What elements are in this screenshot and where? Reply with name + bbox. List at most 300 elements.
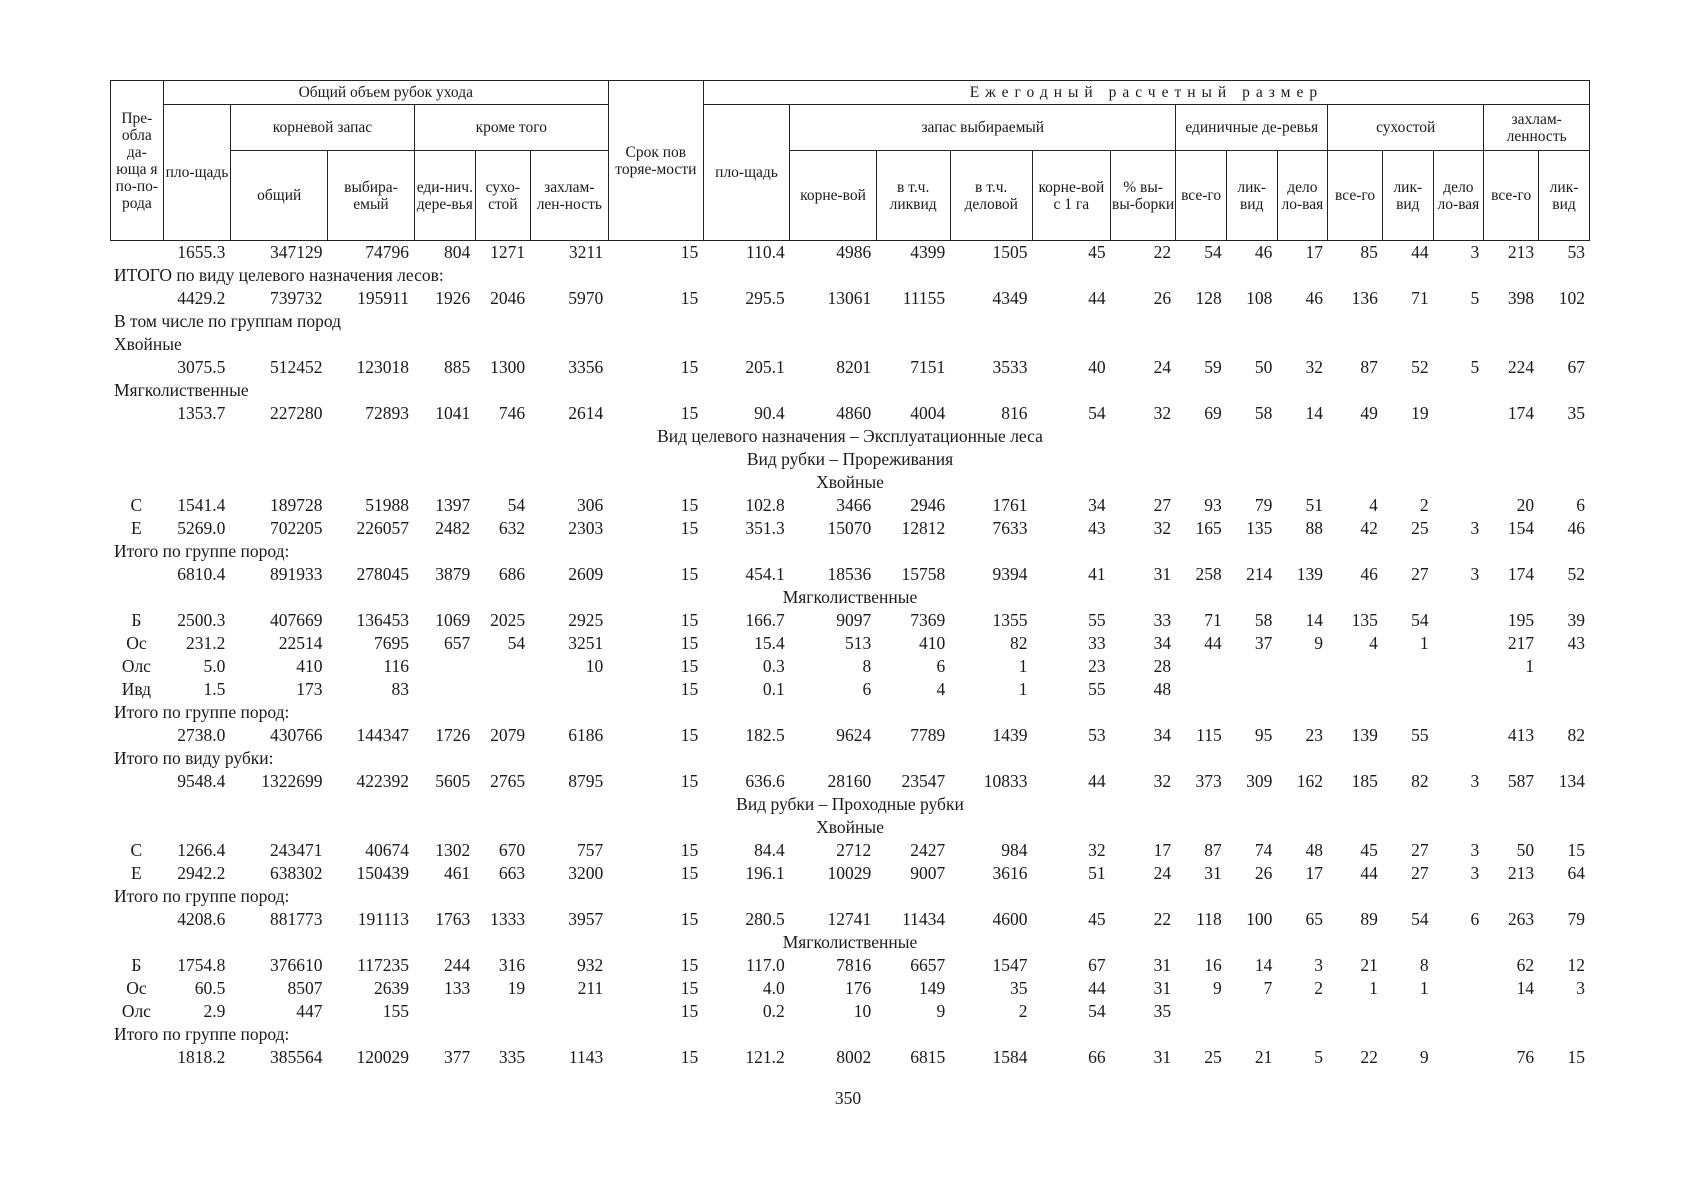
value-cell: 6815 [910, 1047, 946, 1068]
value-cell: 3075.5 [177, 357, 226, 378]
value-cell: 62 [1516, 955, 1535, 976]
species-cell: Ос [126, 633, 147, 654]
value-cell [530, 1000, 608, 1023]
value-cell: 71 [1204, 610, 1222, 631]
value-cell: 226057 [356, 518, 409, 539]
value-cell: 385564 [269, 1047, 323, 1068]
value-cell: 1505 [992, 242, 1028, 263]
value-cell: 44 [1204, 633, 1222, 654]
value-cell: 2609 [568, 564, 604, 585]
value-cell: 3 [1470, 564, 1480, 585]
species-cell [110, 724, 163, 747]
value-cell [1434, 1000, 1485, 1023]
value-cell: 4 [1369, 495, 1378, 516]
value-cell: 2765 [490, 771, 526, 792]
document-page [110, 80, 1590, 1069]
value-cell: 213 [1507, 242, 1535, 263]
value-cell: 15758 [901, 564, 946, 585]
value-cell: 3 [1470, 242, 1480, 263]
header-annual-size: Ежегодный расчетный размер [703, 81, 1589, 105]
value-cell [1227, 655, 1278, 678]
species-cell [110, 356, 163, 379]
value-cell [1539, 678, 1590, 701]
value-cell: 1439 [992, 725, 1028, 746]
species-cell [110, 402, 163, 425]
header-litter-all: все-го [1484, 151, 1539, 241]
value-cell: 27 [1153, 495, 1172, 516]
value-cell: 65 [1305, 909, 1324, 930]
value-cell: 3356 [568, 357, 604, 378]
value-cell: 306 [576, 495, 604, 516]
value-cell: 410 [918, 633, 946, 654]
value-cell: 295.5 [745, 288, 785, 309]
value-cell: 1069 [435, 610, 471, 631]
value-cell: 398 [1507, 288, 1535, 309]
value-cell: 189728 [269, 495, 323, 516]
value-cell: 31 [1153, 1047, 1172, 1068]
value-cell: 1143 [568, 1047, 604, 1068]
value-cell: 34 [1153, 633, 1172, 654]
species-cell [110, 563, 163, 586]
value-cell: 32 [1153, 771, 1172, 792]
value-cell: 15070 [827, 518, 872, 539]
value-cell: 67 [1567, 357, 1585, 378]
value-cell: 1 [1419, 633, 1429, 654]
header-besides: кроме того [414, 105, 608, 151]
value-cell: 123018 [356, 357, 409, 378]
value-cell: 182.5 [745, 725, 785, 746]
value-cell [1383, 655, 1434, 678]
row-label: В том числе по группам пород [114, 311, 342, 332]
value-cell [1539, 655, 1590, 678]
value-cell: 1271 [490, 242, 526, 263]
value-cell: 6657 [910, 955, 946, 976]
value-cell: 196.1 [745, 863, 785, 884]
value-cell: 1 [1525, 656, 1535, 677]
value-cell: 144347 [356, 725, 409, 746]
value-cell: 58 [1254, 610, 1273, 631]
header-total-volume: Общий объем рубок ухода [163, 81, 608, 105]
value-cell: 3616 [992, 863, 1028, 884]
header-area: пло-щадь [163, 105, 231, 241]
species-cell: Б [131, 610, 142, 631]
value-cell: 135 [1351, 610, 1378, 631]
section-heading-row [110, 793, 1590, 816]
value-cell: 2946 [910, 495, 946, 516]
value-cell [1277, 678, 1328, 701]
table-row [110, 977, 1590, 1000]
table-row [110, 862, 1590, 885]
value-cell: 79 [1567, 909, 1585, 930]
value-cell: 8 [1419, 955, 1429, 976]
value-cell: 1355 [992, 610, 1028, 631]
value-cell: 4860 [836, 403, 872, 424]
row-label: Мягколиственные [114, 380, 249, 401]
value-cell: 40674 [365, 840, 409, 861]
value-cell: 932 [576, 955, 604, 976]
value-cell: 1 [1018, 679, 1028, 700]
header-incl-business: в т.ч. деловой [950, 151, 1032, 241]
section-heading-row [110, 816, 1590, 839]
value-cell: 165 [1195, 518, 1222, 539]
value-cell: 79 [1254, 495, 1273, 516]
value-cell: 45 [1088, 242, 1106, 263]
header-species: Пре-обла да-юща я по-по-рода [111, 81, 164, 241]
species-cell: Б [131, 955, 142, 976]
value-cell: 5 [1470, 357, 1480, 378]
value-cell: 1322699 [261, 771, 323, 792]
value-cell: 53 [1088, 725, 1106, 746]
species-cell [110, 241, 163, 264]
value-cell: 23547 [901, 771, 946, 792]
value-cell: 6186 [568, 725, 604, 746]
value-cell: 4.0 [762, 978, 785, 999]
value-cell [1227, 1000, 1278, 1023]
value-cell [1227, 678, 1278, 701]
value-cell: 410 [296, 656, 323, 677]
table-row [110, 494, 1590, 517]
value-cell: 739732 [269, 288, 323, 309]
value-cell: 7633 [992, 518, 1028, 539]
value-cell: 44 [1360, 863, 1378, 884]
value-cell: 54 [507, 633, 526, 654]
value-cell: 3533 [992, 357, 1028, 378]
value-cell: 2046 [490, 288, 526, 309]
value-cell: 9 [936, 1001, 946, 1022]
value-cell: 195 [1507, 610, 1535, 631]
value-cell: 15 [680, 495, 699, 516]
header-dead-business: дело ло-вая [1433, 151, 1484, 241]
value-cell: 636.6 [745, 771, 785, 792]
value-cell: 2712 [836, 840, 872, 861]
species-cell [110, 287, 163, 310]
value-cell: 10029 [827, 863, 872, 884]
value-cell: 8507 [287, 978, 323, 999]
value-cell: 2 [1018, 1001, 1028, 1022]
value-cell: 42 [1360, 518, 1378, 539]
value-cell: 4208.6 [177, 909, 226, 930]
value-cell: 17 [1305, 863, 1324, 884]
value-cell [1434, 954, 1485, 977]
row-label: Итого по группе пород: [114, 541, 290, 562]
value-cell: 46 [1360, 564, 1378, 585]
value-cell: 1655.3 [177, 242, 226, 263]
value-cell: 90.4 [754, 403, 785, 424]
value-cell: 15.4 [754, 633, 785, 654]
value-cell: 15 [1567, 840, 1585, 861]
value-cell [1434, 494, 1485, 517]
value-cell: 15 [680, 564, 699, 585]
value-cell: 45 [1360, 840, 1378, 861]
value-cell: 4399 [910, 242, 946, 263]
value-cell: 116 [383, 656, 409, 677]
value-cell: 15 [680, 725, 699, 746]
value-cell: 8795 [568, 771, 604, 792]
value-cell: 4004 [910, 403, 946, 424]
value-cell: 19 [1411, 403, 1429, 424]
section-heading-row [110, 448, 1590, 471]
value-cell: 24 [1153, 357, 1172, 378]
row-label: ИТОГО по виду целевого назначения лесов: [114, 265, 444, 286]
value-cell [475, 1000, 530, 1023]
header-annual-area: пло-щадь [703, 105, 789, 241]
value-cell: 663 [498, 863, 526, 884]
value-cell: 54 [1204, 242, 1222, 263]
value-cell: 18536 [827, 564, 872, 585]
value-cell: 15 [680, 633, 699, 654]
value-cell: 85 [1360, 242, 1378, 263]
value-cell: 46 [1567, 518, 1585, 539]
value-cell: 5970 [568, 288, 604, 309]
value-cell: 1 [1369, 978, 1378, 999]
value-cell: 413 [1507, 725, 1535, 746]
value-cell: 213 [1507, 863, 1535, 884]
value-cell: 14 [1305, 610, 1324, 631]
value-cell: 35 [1567, 403, 1585, 424]
section-heading: Вид рубки – Проходные рубки [736, 794, 964, 815]
species-cell [110, 770, 163, 793]
value-cell: 82 [1411, 771, 1429, 792]
value-cell: 74796 [365, 242, 409, 263]
value-cell: 31 [1153, 978, 1172, 999]
value-cell: 93 [1204, 495, 1222, 516]
header-dead-all: все-го [1328, 151, 1383, 241]
value-cell: 10 [585, 656, 604, 677]
section-heading: Вид целевого назначения – Эксплуатационные леса [657, 426, 1043, 447]
value-cell: 74 [1254, 840, 1273, 861]
value-cell: 64 [1567, 863, 1585, 884]
value-cell: 1397 [435, 495, 471, 516]
value-cell: 3211 [568, 242, 604, 263]
value-cell: 1 [1419, 978, 1429, 999]
value-cell: 27 [1411, 863, 1429, 884]
value-cell: 746 [498, 403, 526, 424]
value-cell: 44 [1088, 288, 1106, 309]
header-total-general: общий [231, 151, 328, 241]
value-cell: 984 [1001, 840, 1028, 861]
value-cell [1539, 1000, 1590, 1023]
value-cell: 87 [1204, 840, 1222, 861]
value-cell: 217 [1507, 633, 1535, 654]
value-cell: 40 [1088, 357, 1106, 378]
value-cell: 102 [1558, 288, 1585, 309]
value-cell: 10833 [983, 771, 1028, 792]
value-cell: 3 [1470, 771, 1480, 792]
header-single-liquid: лик-вид [1226, 151, 1277, 241]
value-cell: 3 [1314, 955, 1324, 976]
value-cell: 2427 [910, 840, 946, 861]
value-cell: 195911 [357, 288, 409, 309]
value-cell [1383, 678, 1434, 701]
value-cell: 45 [1088, 909, 1106, 930]
value-cell: 4 [936, 679, 946, 700]
value-cell: 1754.8 [177, 955, 226, 976]
value-cell: 136453 [356, 610, 409, 631]
value-cell: 9624 [836, 725, 872, 746]
value-cell: 3 [1576, 978, 1585, 999]
value-cell: 4349 [992, 288, 1028, 309]
value-cell: 244 [443, 955, 471, 976]
value-cell: 3466 [836, 495, 872, 516]
value-cell: 13061 [827, 288, 872, 309]
subtotal-label-row [110, 1023, 1590, 1046]
value-cell: 15 [680, 403, 699, 424]
value-cell [1434, 1046, 1485, 1069]
value-cell: 2303 [568, 518, 604, 539]
value-cell: 4429.2 [177, 288, 226, 309]
table-row [110, 517, 1590, 540]
table-row [110, 241, 1590, 264]
value-cell: 8002 [836, 1047, 872, 1068]
table-row [110, 908, 1590, 931]
value-cell: 39 [1567, 610, 1585, 631]
header-litter-sub: захлам-лен-ность [530, 151, 608, 241]
value-cell: 41 [1088, 564, 1106, 585]
value-cell: 5605 [435, 771, 471, 792]
value-cell: 31 [1153, 955, 1172, 976]
value-cell: 154 [1507, 518, 1535, 539]
subtotal-label-row [110, 379, 1590, 402]
value-cell [1434, 632, 1485, 655]
value-cell: 1818.2 [177, 1047, 226, 1068]
value-cell: 7369 [910, 610, 946, 631]
value-cell: 7695 [373, 633, 409, 654]
value-cell: 44 [1411, 242, 1429, 263]
species-cell [110, 1046, 163, 1069]
table-row [110, 1046, 1590, 1069]
value-cell: 5269.0 [177, 518, 226, 539]
value-cell: 1926 [435, 288, 471, 309]
value-cell: 3879 [435, 564, 471, 585]
value-cell: 52 [1567, 564, 1585, 585]
value-cell: 3200 [568, 863, 604, 884]
value-cell: 21 [1254, 1047, 1273, 1068]
value-cell: 44 [1088, 978, 1106, 999]
value-cell: 25 [1204, 1047, 1222, 1068]
value-cell: 23 [1088, 656, 1106, 677]
value-cell: 454.1 [745, 564, 785, 585]
value-cell: 53 [1567, 242, 1585, 263]
value-cell: 638302 [269, 863, 323, 884]
value-cell: 176 [845, 978, 872, 999]
value-cell: 3 [1470, 840, 1480, 861]
value-cell: 309 [1246, 771, 1273, 792]
header-root-per-ha: корне-вой с 1 га [1032, 151, 1110, 241]
header-litter: захлам-ленность [1484, 105, 1590, 151]
value-cell: 46 [1305, 288, 1324, 309]
row-label: Итого по группе пород: [114, 1024, 290, 1045]
value-cell: 185 [1351, 771, 1378, 792]
value-cell: 69 [1204, 403, 1222, 424]
value-cell: 512452 [269, 357, 323, 378]
header-stock-selected: запас выбираемый [790, 105, 1176, 151]
value-cell: 162 [1296, 771, 1324, 792]
value-cell [1434, 609, 1485, 632]
value-cell: 4986 [836, 242, 872, 263]
value-cell: 12741 [827, 909, 872, 930]
value-cell: 14 [1305, 403, 1324, 424]
value-cell: 2 [1419, 495, 1429, 516]
value-cell: 54 [1411, 909, 1429, 930]
value-cell: 9097 [836, 610, 872, 631]
value-cell: 16 [1204, 955, 1222, 976]
value-cell: 881773 [269, 909, 323, 930]
value-cell: 34 [1153, 725, 1172, 746]
table-row [110, 678, 1590, 701]
header-single-trees-sub: еди-нич. дере-вья [414, 151, 475, 241]
value-cell: 6 [1470, 909, 1480, 930]
value-cell: 166.7 [745, 610, 785, 631]
value-cell: 15 [680, 679, 699, 700]
value-cell [1434, 678, 1485, 701]
table-row [110, 632, 1590, 655]
value-cell: 55 [1088, 610, 1106, 631]
value-cell: 95 [1254, 725, 1273, 746]
value-cell: 885 [443, 357, 471, 378]
value-cell: 816 [1001, 403, 1028, 424]
value-cell: 5 [1470, 288, 1480, 309]
value-cell: 7 [1263, 978, 1273, 999]
value-cell: 60.5 [194, 978, 226, 999]
value-cell: 117.0 [746, 955, 785, 976]
value-cell: 1541.4 [177, 495, 226, 516]
value-cell: 121.2 [745, 1047, 785, 1068]
value-cell [1434, 655, 1485, 678]
species-cell: Е [131, 863, 142, 884]
value-cell: 48 [1305, 840, 1324, 861]
value-cell: 71 [1411, 288, 1429, 309]
value-cell [1383, 1000, 1434, 1023]
value-cell: 27 [1411, 564, 1429, 585]
value-cell: 2614 [568, 403, 604, 424]
value-cell: 22514 [278, 633, 323, 654]
value-cell: 2738.0 [177, 725, 226, 746]
table-row [110, 402, 1590, 425]
value-cell: 6 [1576, 495, 1585, 516]
value-cell: 6 [862, 679, 872, 700]
section-heading-row [110, 586, 1590, 609]
value-cell: 32 [1088, 840, 1106, 861]
value-cell: 50 [1254, 357, 1273, 378]
value-cell: 135 [1246, 518, 1273, 539]
value-cell: 8201 [836, 357, 872, 378]
value-cell: 108 [1246, 288, 1273, 309]
value-cell: 20 [1516, 495, 1535, 516]
value-cell: 15 [680, 242, 699, 263]
value-cell: 422392 [356, 771, 409, 792]
value-cell: 59 [1204, 357, 1222, 378]
row-label: Итого по группе пород: [114, 702, 290, 723]
value-cell: 15 [680, 518, 699, 539]
table-row [110, 287, 1590, 310]
value-cell: 15 [680, 357, 699, 378]
value-cell: 54 [1088, 403, 1106, 424]
value-cell: 587 [1507, 771, 1535, 792]
section-heading-row [110, 931, 1590, 954]
value-cell [414, 655, 475, 678]
value-cell: 120029 [356, 1047, 409, 1068]
header-selected: выбира-емый [328, 151, 414, 241]
value-cell: 136 [1351, 288, 1378, 309]
value-cell [1434, 724, 1485, 747]
value-cell: 27 [1411, 840, 1429, 861]
value-cell: 211 [577, 978, 604, 999]
value-cell: 3 [1470, 863, 1480, 884]
value-cell: 9007 [910, 863, 946, 884]
header-single-business: дело ло-вая [1277, 151, 1328, 241]
value-cell: 1584 [992, 1047, 1028, 1068]
header-root-stock: корневой запас [231, 105, 415, 151]
